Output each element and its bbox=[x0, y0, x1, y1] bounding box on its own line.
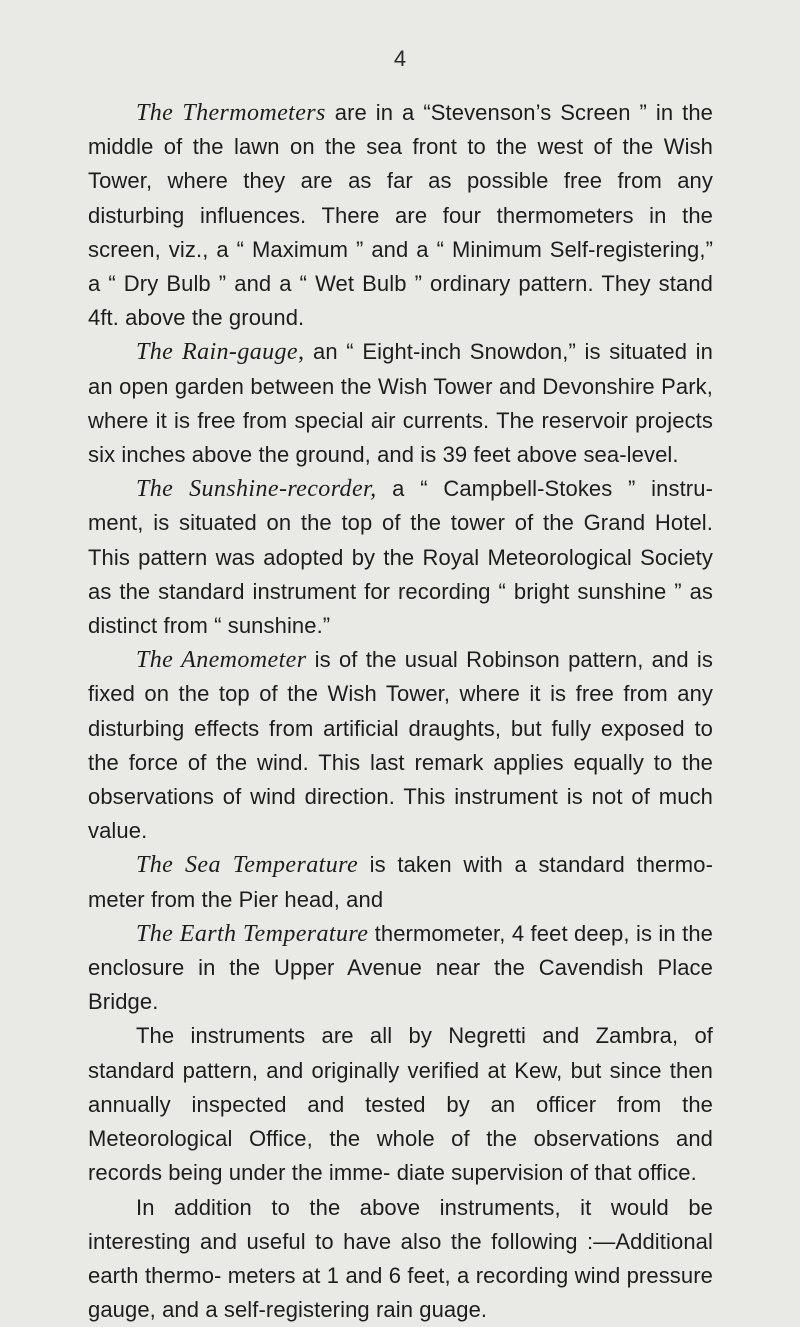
paragraph-text: is taken with a standard thermo- meter from the Pier head, and bbox=[88, 852, 713, 911]
paragraph-sea-temperature bbox=[88, 848, 713, 916]
paragraph-additional-instruments bbox=[88, 1191, 713, 1327]
paragraph-term: The Sea Temperature bbox=[136, 852, 358, 878]
paragraph-thermometers bbox=[88, 96, 713, 335]
paragraph-term: The Rain-gauge, bbox=[136, 339, 304, 365]
paragraph-term: The Earth Temperature bbox=[136, 921, 368, 947]
paragraph-text: a “ Campbell-Stokes ” instru- ment, is situated on the top of the tower of the Grand Hotel. This pattern was adopted by the Royal Meteorological Society as the standard instrument for recording “ bright sunshine ” as distinct from “ sunshine.” bbox=[88, 476, 713, 638]
paragraph-instruments bbox=[88, 1019, 713, 1190]
paragraph-text: thermometer, 4 feet deep, is in the enclosure in the Upper Avenue near the Cavendish Place Bridge. bbox=[88, 921, 713, 1014]
paragraph-text: are in a “Stevenson’s Screen ” in the middle of the lawn on the sea front to the west of the Wish Tower, where they are as far as possible free from any disturbing influences. There are four thermometers in the screen, viz., a “ Maximum ” and a “ Minimum Self-registering,” a “ Dry Bulb ” and a “ Wet Bulb ” ordinary pattern. They stand 4ft. above the ground. bbox=[88, 100, 713, 330]
paragraph-term: The Anemometer bbox=[136, 647, 306, 673]
paragraph-term: The Thermometers bbox=[136, 100, 326, 126]
paragraph-earth-temperature bbox=[88, 917, 713, 1020]
paragraph-term: The Sunshine-recorder, bbox=[136, 476, 376, 502]
page-number: 4 bbox=[0, 48, 800, 70]
paragraph-text: The instruments are all by Negretti and Zambra, of standard pattern, and originally verified at Kew, but since then annually inspected and tested by an officer from the Meteorological Office, the whole of the observations and records being under the imme- diate supervision of that office. bbox=[88, 1023, 713, 1185]
document-body bbox=[88, 96, 713, 1327]
paragraph-anemometer bbox=[88, 643, 713, 848]
paragraph-sunshine-recorder bbox=[88, 472, 713, 643]
paragraph-rain-gauge bbox=[88, 335, 713, 472]
paragraph-text: an “ Eight-inch Snowdon,” is situated in an open garden between the Wish Tower and Devonshire Park, where it is free from special air currents. The reservoir projects six inches above the ground, and is 39 feet above sea-level. bbox=[88, 339, 713, 467]
paragraph-text: In addition to the above instruments, it would be interesting and useful to have also the following :—Additional earth thermo- meters at 1 and 6 feet, a recording wind pressure gauge, and a self-registering rain guage. bbox=[88, 1195, 713, 1323]
paragraph-text: is of the usual Robinson pattern, and is fixed on the top of the Wish Tower, where it is free from any disturbing effects from artificial draughts, but fully exposed to the force of the wind. This last remark applies equally to the observations of wind direction. This instrument is not of much value. bbox=[88, 647, 713, 843]
